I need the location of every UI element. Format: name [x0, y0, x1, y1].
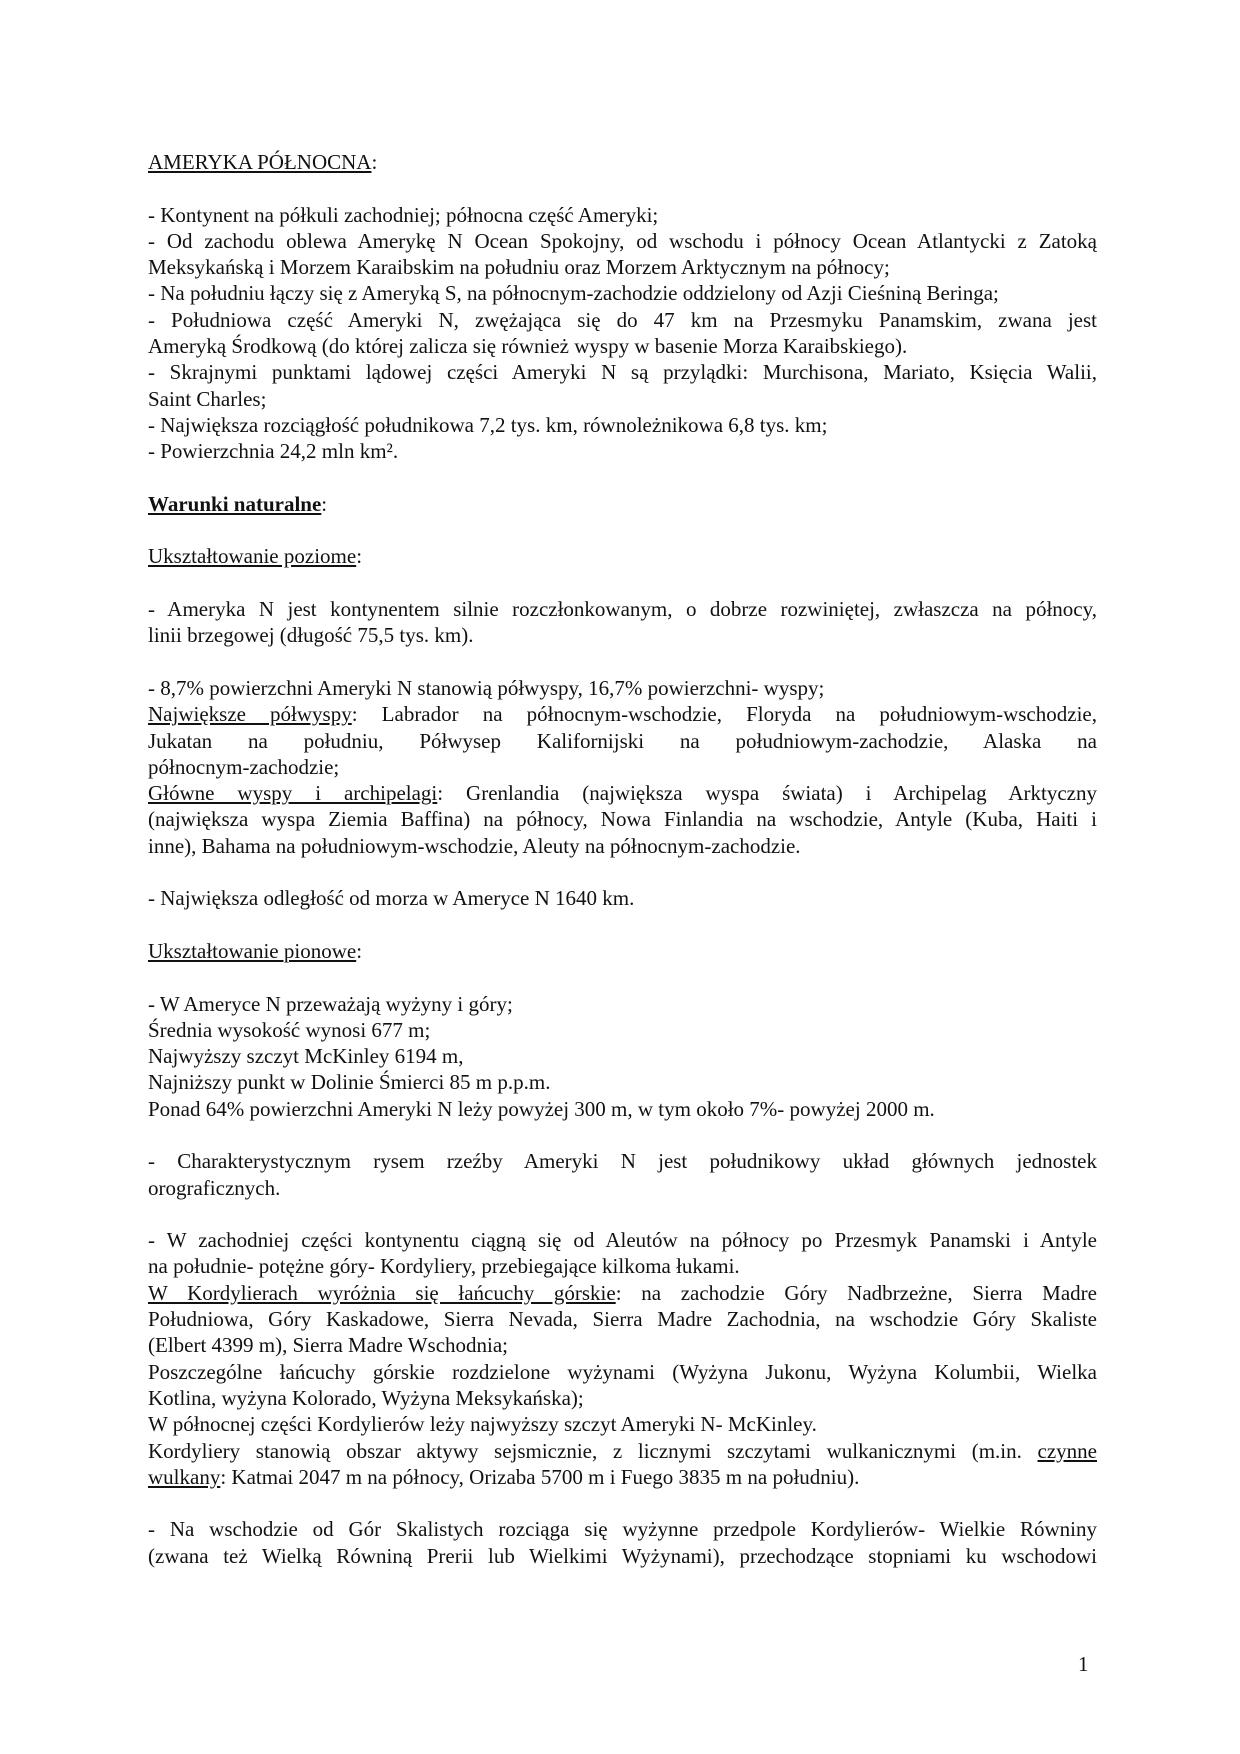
text-segment: - Kontynent na półkuli zachodniej; północna część Ameryki;	[148, 202, 659, 227]
paragraph	[148, 149, 1097, 175]
paragraph	[148, 1043, 1097, 1069]
text-segment: Jukatan na południu, Półwysep Kalifornijski na południowym-zachodzie, Alaska na	[148, 728, 1097, 753]
text-line	[148, 754, 1097, 780]
text-line	[148, 280, 1097, 306]
paragraph	[148, 280, 1097, 306]
underlined-heading: czynne	[1037, 1438, 1097, 1463]
text-line	[148, 202, 1097, 228]
text-segment: Meksykańską i Morzem Karaibskim na południu oraz Morzem Arktycznym na północy;	[148, 255, 890, 280]
text-segment: (największa wyspa Ziemia Baffina) na północy, Nowa Finlandia na wschodzie, Antyle (Kuba, Haiti i	[148, 807, 1097, 832]
text-segment: orograficznych.	[148, 1175, 281, 1200]
text-line	[148, 991, 1097, 1017]
underlined-heading: Warunki naturalne	[148, 491, 322, 516]
text-line	[148, 1043, 1097, 1069]
underlined-heading: Największe półwyspy	[148, 702, 352, 727]
text-line	[148, 1175, 1097, 1201]
text-line	[148, 1227, 1097, 1253]
text-segment: Południowa, Góry Kaskadowe, Sierra Nevada, Sierra Madre Zachodnia, na wschodzie Góry Skaliste	[148, 1307, 1097, 1332]
text-line	[148, 701, 1097, 727]
text-line	[148, 1411, 1097, 1437]
text-segment: Ameryką Środkową (do której zalicza się również wyspy w basenie Morza Karaibskiego).	[148, 334, 908, 359]
paragraph	[148, 701, 1097, 780]
text-line	[148, 622, 1097, 648]
text-segment: - Skrajnymi punktami lądowej części Ameryki N są przylądki: Murchisona, Mariato, Księcia Walii,	[148, 360, 1097, 385]
paragraph	[148, 359, 1097, 412]
text-line	[148, 1069, 1097, 1095]
text-segment: Saint Charles;	[148, 386, 267, 411]
underlined-heading: W Kordylierach wyróżnia się łańcuchy górskie	[148, 1280, 616, 1305]
blank-line	[148, 517, 1097, 543]
text-line	[148, 1017, 1097, 1043]
text-line	[148, 1096, 1097, 1122]
text-line	[148, 543, 1097, 569]
text-segment: - W Ameryce N przeważają wyżyny i góry;	[148, 991, 513, 1016]
text-segment: - Największa rozciągłość południkowa 7,2 tys. km, równoleżnikowa 6,8 tys. km;	[148, 412, 828, 437]
underlined-heading: AMERYKA PÓŁNOCNA	[148, 150, 372, 174]
text-segment: :	[356, 544, 363, 569]
paragraph	[148, 675, 1097, 701]
text-line	[148, 1516, 1097, 1542]
blank-line	[148, 964, 1097, 990]
text-segment: - Ameryka N jest kontynentem silnie rozczłonkowanym, o dobrze rozwiniętej, zwłaszcza na północy,	[148, 597, 1097, 622]
text-line	[148, 228, 1097, 254]
text-line	[148, 1280, 1097, 1306]
paragraph	[148, 438, 1097, 464]
text-line	[148, 806, 1097, 832]
text-segment: - Charakterystycznym rysem rzeźby Ameryki N jest południkowy układ głównych jednostek	[148, 1149, 1097, 1174]
text-line	[148, 728, 1097, 754]
blank-line	[148, 175, 1097, 201]
text-segment: :	[371, 150, 378, 174]
blank-line	[148, 912, 1097, 938]
paragraph	[148, 885, 1097, 911]
blank-line	[148, 859, 1097, 885]
paragraph	[148, 991, 1097, 1017]
text-segment: na południe- potężne góry- Kordyliery, przebiegające kilkoma łukami.	[148, 1254, 740, 1279]
underlined-heading: Ukształtowanie poziome	[148, 544, 357, 569]
text-line	[148, 386, 1097, 412]
blank-line	[148, 465, 1097, 491]
text-segment: - Największa odległość od morza w Ameryce N 1640 km.	[148, 886, 635, 911]
blank-line	[148, 1490, 1097, 1516]
page-number: 1	[1078, 1652, 1089, 1676]
paragraph	[148, 596, 1097, 649]
text-segment: :	[356, 938, 363, 963]
paragraph	[148, 1069, 1097, 1095]
text-segment: Kordyliery stanowią obszar aktywy sejsmicznie, z licznymi szczytami wulkanicznymi (m.in.	[148, 1438, 1038, 1463]
text-segment: - Od zachodu oblewa Amerykę N Ocean Spokojny, od wschodu i północy Ocean Atlantycki z Zatoką	[148, 228, 1097, 253]
paragraph	[148, 412, 1097, 438]
blank-line	[148, 570, 1097, 596]
text-line	[148, 1332, 1097, 1358]
text-line	[148, 307, 1097, 333]
paragraph	[148, 1280, 1097, 1359]
underlined-heading: wulkany	[148, 1464, 221, 1489]
text-segment: - W zachodniej części kontynentu ciągną się od Aleutów na północy po Przesmyk Panamski i Antyle	[148, 1228, 1097, 1253]
text-segment: :	[321, 491, 328, 516]
text-line	[148, 1253, 1097, 1279]
text-line	[148, 1438, 1097, 1464]
text-segment: północnym-zachodzie;	[148, 754, 340, 779]
text-segment: : na zachodzie Góry Nadbrzeżne, Sierra Madre	[615, 1280, 1097, 1305]
underlined-heading: Ukształtowanie pionowe	[148, 938, 357, 963]
text-line	[148, 1306, 1097, 1332]
text-line	[148, 254, 1097, 280]
text-line	[148, 596, 1097, 622]
blank-line	[148, 649, 1097, 675]
text-segment: - 8,7% powierzchni Ameryki N stanowią półwyspy, 16,7% powierzchni- wyspy;	[148, 675, 825, 700]
blank-line	[148, 1122, 1097, 1148]
text-segment: linii brzegowej (długość 75,5 tys. km).	[148, 623, 474, 648]
paragraph	[148, 1438, 1097, 1491]
text-segment: inne), Bahama na południowym-wschodzie, Aleuty na północnym-zachodzie.	[148, 833, 801, 858]
text-segment: : Katmai 2047 m na północy, Orizaba 5700 m i Fuego 3835 m na południu).	[220, 1464, 860, 1489]
paragraph	[148, 1227, 1097, 1280]
text-segment: Najniższy punkt w Dolinie Śmierci 85 m p.p.m.	[148, 1070, 551, 1095]
text-segment: (zwana też Wielką Równiną Prerii lub Wielkimi Wyżynami), przechodzące stopniami ku wschodowi	[148, 1543, 1097, 1568]
text-line	[148, 1148, 1097, 1174]
text-segment: - Na wschodzie od Gór Skalistych rozciąga się wyżynne przedpole Kordylierów- Wielkie Równiny	[148, 1517, 1097, 1542]
paragraph	[148, 543, 1097, 569]
blank-line	[148, 1201, 1097, 1227]
text-line	[148, 438, 1097, 464]
text-segment: Średnia wysokość wynosi 677 m;	[148, 1017, 431, 1042]
text-line	[148, 1543, 1097, 1569]
text-line	[148, 491, 1097, 517]
text-line	[148, 1385, 1097, 1411]
paragraph	[148, 307, 1097, 360]
paragraph	[148, 1411, 1097, 1437]
text-line	[148, 333, 1097, 359]
text-segment: Ponad 64% powierzchni Ameryki N leży powyżej 300 m, w tym około 7%- powyżej 2000 m.	[148, 1096, 935, 1121]
text-line	[148, 885, 1097, 911]
text-segment: Kotlina, wyżyna Kolorado, Wyżyna Meksykańska);	[148, 1385, 584, 1410]
paragraph	[148, 202, 1097, 228]
text-segment: : Grenlandia (największa wyspa świata) i Archipelag Arktyczny	[437, 781, 1097, 806]
paragraph	[148, 780, 1097, 859]
document-body	[148, 149, 1097, 1569]
paragraph	[148, 1516, 1097, 1569]
text-segment: Najwyższy szczyt McKinley 6194 m,	[148, 1044, 464, 1069]
text-segment: (Elbert 4399 m), Sierra Madre Wschodnia;	[148, 1333, 509, 1358]
paragraph	[148, 1359, 1097, 1412]
text-segment: : Labrador na północnym-wschodzie, Floryda na południowym-wschodzie,	[351, 702, 1097, 727]
paragraph	[148, 491, 1097, 517]
paragraph	[148, 1096, 1097, 1122]
text-line	[148, 780, 1097, 806]
text-segment: Poszczególne łańcuchy górskie rozdzielone wyżynami (Wyżyna Jukonu, Wyżyna Kolumbii, Wielka	[148, 1359, 1097, 1384]
text-segment: - Na południu łączy się z Ameryką S, na północnym-zachodzie oddzielony od Azji Cieśniną Beringa;	[148, 281, 999, 306]
text-segment: - Południowa część Ameryki N, zwężająca się do 47 km na Przesmyku Panamskim, zwana jest	[148, 307, 1097, 332]
paragraph	[148, 1148, 1097, 1201]
text-line	[148, 1464, 1097, 1490]
text-line	[148, 833, 1097, 859]
paragraph	[148, 1017, 1097, 1043]
text-segment: - Powierzchnia 24,2 mln km².	[148, 439, 399, 464]
text-line	[148, 1359, 1097, 1385]
text-line	[148, 938, 1097, 964]
text-line	[148, 412, 1097, 438]
text-line	[148, 149, 1097, 175]
paragraph	[148, 228, 1097, 281]
text-line	[148, 359, 1097, 385]
text-segment: W północnej części Kordylierów leży najwyższy szczyt Ameryki N- McKinley.	[148, 1412, 817, 1437]
underlined-heading: Główne wyspy i archipelagi	[148, 781, 438, 806]
text-line	[148, 675, 1097, 701]
paragraph	[148, 938, 1097, 964]
